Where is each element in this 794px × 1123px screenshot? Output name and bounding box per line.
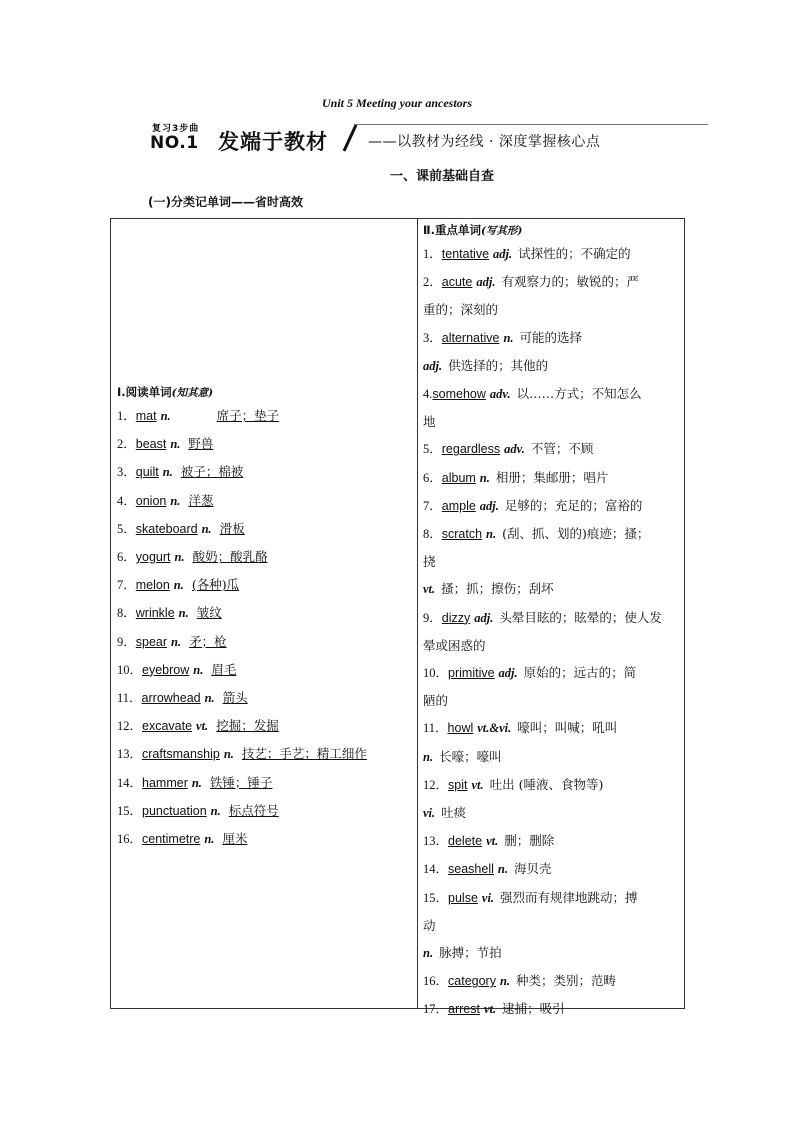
item-number: 11． [423,721,448,736]
item-meaning: 被子；棉被 [180,464,244,480]
list-item [423,268,683,296]
item-word: somehow [432,387,486,402]
list-item [423,659,683,687]
item-pos: n. [201,521,212,536]
item-word: alternative [441,330,500,345]
item-word: onion [135,493,167,508]
item-word: arrest [448,1002,480,1017]
item-meaning: 吐痰 [441,805,467,821]
list-item [423,240,683,268]
item-number: 15． [117,803,143,818]
item-meaning: 铁锤；锤子 [209,774,273,790]
item-pos: vi. [481,890,495,905]
item-meaning: 洋葱 [188,492,214,508]
item-meaning: 删；删除 [504,833,555,849]
item-pos: n. [423,946,434,961]
item-word: skateboard [135,521,198,536]
list-item [117,515,413,543]
list-item [423,464,683,492]
item-number: 9． [423,610,442,625]
item-pos: adj. [423,358,443,373]
item-pos: adj. [476,275,496,290]
item-number: 7． [423,498,442,513]
item-number: 8． [117,606,136,621]
item-meaning: 相册；集邮册；唱片 [495,469,609,485]
item-number: 16． [423,974,449,989]
item-number: 1． [423,247,442,261]
section-banner [148,120,708,154]
banner-number: NO.1 [150,133,199,153]
item-meaning: 以……方式；不知怎么 [516,386,642,402]
item-word: regardless [441,442,501,457]
item-number: 8． [423,527,442,542]
unit-title: Unit 5 Meeting your ancestors [321,96,472,110]
item-word: album [441,470,476,485]
item-number: 2． [117,437,136,452]
item-number: 14． [117,775,143,790]
item-pos: n. [503,330,514,345]
banner-step-label: 复习3步曲 [152,124,200,134]
list-item [423,771,683,799]
item-number: 6． [117,550,136,565]
item-meaning: 皱纹 [196,605,222,621]
item-number: 11． [117,691,142,706]
item-number: 9． [117,634,136,649]
list-item [423,296,683,323]
item-pos: n. [204,832,215,847]
list-item [423,799,683,827]
slash-divider-icon [340,123,358,153]
list-item [423,604,683,632]
item-word: melon [135,578,170,593]
item-meaning: 足够的；充足的；富裕的 [504,497,643,513]
list-item [423,827,683,855]
item-number: 4. [423,387,433,402]
item-word: scratch [441,527,483,542]
item-meaning: 地 [423,414,436,430]
item-pos: adv. [489,387,511,402]
item-word: spit [448,777,468,792]
item-word: acute [441,275,473,290]
item-number: 10． [117,662,143,677]
list-item [117,684,413,712]
reading-header-label: Ⅰ.阅读单词 [117,385,172,399]
item-pos: vt. [486,834,499,849]
item-pos: n. [170,437,181,452]
item-meaning: 头晕目眩的；眩晕的；使人发 [499,609,662,625]
vocabulary-table [110,218,685,1017]
item-meaning: 滑板 [219,520,245,536]
item-pos: n. [170,493,181,508]
list-item [423,435,683,463]
item-word: dizzy [441,610,471,625]
item-word: arrowhead [141,691,201,706]
list-item [423,380,683,408]
banner-subtitle: ——以教材为经线 · 深度掌握核心点 [368,134,601,150]
item-meaning: 箭头 [222,690,248,706]
list-item [117,769,413,797]
item-meaning: 酸奶；酸乳酪 [192,549,268,565]
banner-title: 发端于教材 [218,130,328,154]
item-meaning: 眉毛 [211,661,237,677]
item-number: 17． [423,1002,449,1017]
item-number: 12． [423,777,449,792]
list-item [117,487,413,515]
item-meaning: 技艺；手艺；精工细作 [241,746,367,762]
item-meaning: 逮捕；吸引 [502,1001,565,1017]
list-item [423,324,683,352]
item-pos: adj. [474,610,494,625]
item-pos: vi. [423,806,436,821]
item-number: 15． [423,890,449,905]
item-meaning: 海贝壳 [513,861,552,877]
item-meaning: 动 [423,917,436,933]
list-item [423,884,683,912]
item-number: 1． [117,409,136,423]
item-number: 5． [117,521,136,536]
reading-words-header [117,383,413,402]
item-pos: n. [171,634,182,649]
item-word: ample [441,498,476,513]
item-word: centimetre [142,832,201,847]
item-meaning: 挖掘；发掘 [216,718,279,734]
list-item [423,352,683,380]
item-pos: n. [174,550,185,565]
item-number: 5． [423,442,442,457]
list-item [117,543,413,571]
list-item [117,628,413,656]
list-item [423,939,683,967]
item-pos: vt. [196,719,209,734]
list-item [423,575,683,603]
item-number: 16． [117,832,143,847]
item-word: hammer [142,775,188,790]
item-word: quilt [135,465,159,480]
list-item [423,408,683,435]
list-item [117,797,413,825]
item-word: delete [448,834,483,849]
item-word: punctuation [142,803,207,818]
list-item [423,743,683,771]
item-number: 14． [423,862,449,877]
item-meaning: 席子；垫子 [216,408,280,423]
list-item [423,632,683,659]
item-meaning: (各种)瓜 [191,577,240,593]
reading-word-list [117,402,413,853]
item-pos: n. [479,470,490,485]
list-item [423,995,683,1023]
item-meaning: 厘米 [222,831,248,847]
item-pos: adj. [498,666,518,681]
item-word: excavate [142,719,193,734]
list-item [117,712,413,740]
item-meaning: 嚎叫；叫喊；吼叫 [517,720,618,736]
list-item [117,571,413,599]
item-meaning: (刮、抓、划的)痕迹；搔； [502,526,650,542]
key-header-hint: (写其形) [480,225,523,237]
item-pos: vt. [471,777,484,792]
item-pos: vt. [483,1002,497,1017]
list-item [423,714,683,742]
key-word-list [423,240,683,1024]
item-word: spear [135,634,168,649]
item-meaning: 吐出 (唾液、食物等) [489,776,604,792]
list-item [423,855,683,883]
list-item [117,458,413,486]
item-pos: n. [204,691,215,706]
list-item [117,740,413,768]
list-item [423,520,683,548]
item-meaning: 挠 [423,554,436,570]
item-pos: n. [223,747,234,762]
list-item [423,687,683,714]
item-number: 7． [117,578,136,593]
item-pos: vt. [423,582,436,597]
column-divider [417,219,418,1008]
item-word: beast [135,437,167,452]
item-word: howl [447,721,474,736]
item-word: craftsmanship [142,747,220,762]
key-words-column [423,219,683,1024]
item-pos: n. [191,775,202,790]
item-word: primitive [448,666,495,681]
reading-header-hint: (知其意) [171,387,214,399]
item-pos: vt.&vi. [477,721,512,736]
item-pos: adv. [504,442,525,457]
item-meaning: 晕或困惑的 [423,637,486,653]
item-number: 3． [117,465,136,480]
item-number: 2． [423,275,442,290]
item-meaning: 试探性的；不确定的 [518,246,631,261]
item-meaning: 有观察力的；敏锐的；严 [501,274,639,290]
banner-rule [354,124,708,125]
item-pos: n. [499,974,511,989]
item-meaning: 搔；抓；擦伤；刮坏 [441,581,554,597]
category-heading: (一)分类记单词——省时高效 [148,195,303,209]
item-pos: n. [178,606,189,621]
item-pos: n. [486,527,497,542]
item-meaning: 可能的选择 [519,329,583,345]
item-meaning: 原始的；远古的；简 [523,665,637,681]
item-word: eyebrow [142,662,190,677]
item-pos: n. [210,803,221,818]
item-word: pulse [448,890,478,905]
item-meaning: 重的；深刻的 [423,302,499,318]
item-meaning: 供选择的；其他的 [448,357,549,373]
item-meaning: 野兽 [188,436,214,452]
list-item [117,430,413,458]
item-meaning: 标点符号 [228,802,279,818]
item-meaning: 不管；不顾 [530,441,594,457]
item-number: 4． [117,493,136,508]
list-item [423,492,683,520]
list-item [117,656,413,684]
item-meaning: 矛；枪 [189,633,227,649]
item-pos: n. [497,862,508,877]
item-number: 12． [117,719,143,734]
item-pos: adj. [479,498,499,513]
item-word: seashell [448,862,494,877]
item-word: category [448,974,496,989]
item-meaning: 种类；类别；范畴 [516,973,617,989]
item-pos: adj. [493,247,513,261]
item-word: yogurt [135,550,171,565]
list-item [423,912,683,939]
item-meaning: 强烈而有规律地跳动；搏 [500,889,638,905]
item-word: wrinkle [135,606,175,621]
item-pos: n. [173,578,184,593]
item-pos: n. [160,409,171,423]
item-pos: n. [162,465,173,480]
item-number: 13． [423,834,449,849]
list-item [117,402,413,430]
list-item [423,967,683,995]
section-heading: 一、课前基础自查 [389,169,494,184]
item-number: 10． [423,666,449,681]
item-number: 3． [423,330,442,345]
item-meaning: 长嚎；嚎叫 [439,748,502,764]
list-item [117,599,413,627]
item-number: 13． [117,747,143,762]
item-word: tentative [441,247,490,261]
item-meaning: 脉搏；节拍 [439,945,502,961]
reading-words-column [117,383,413,853]
item-pos: n. [193,662,204,677]
item-pos: n. [423,749,434,764]
list-item [423,548,683,575]
key-header-label: Ⅱ.重点单词 [423,223,481,237]
item-word: mat [135,409,157,423]
item-meaning: 陋的 [423,693,449,709]
key-words-header [423,221,683,240]
item-number: 6． [423,470,442,485]
list-item [117,825,413,853]
